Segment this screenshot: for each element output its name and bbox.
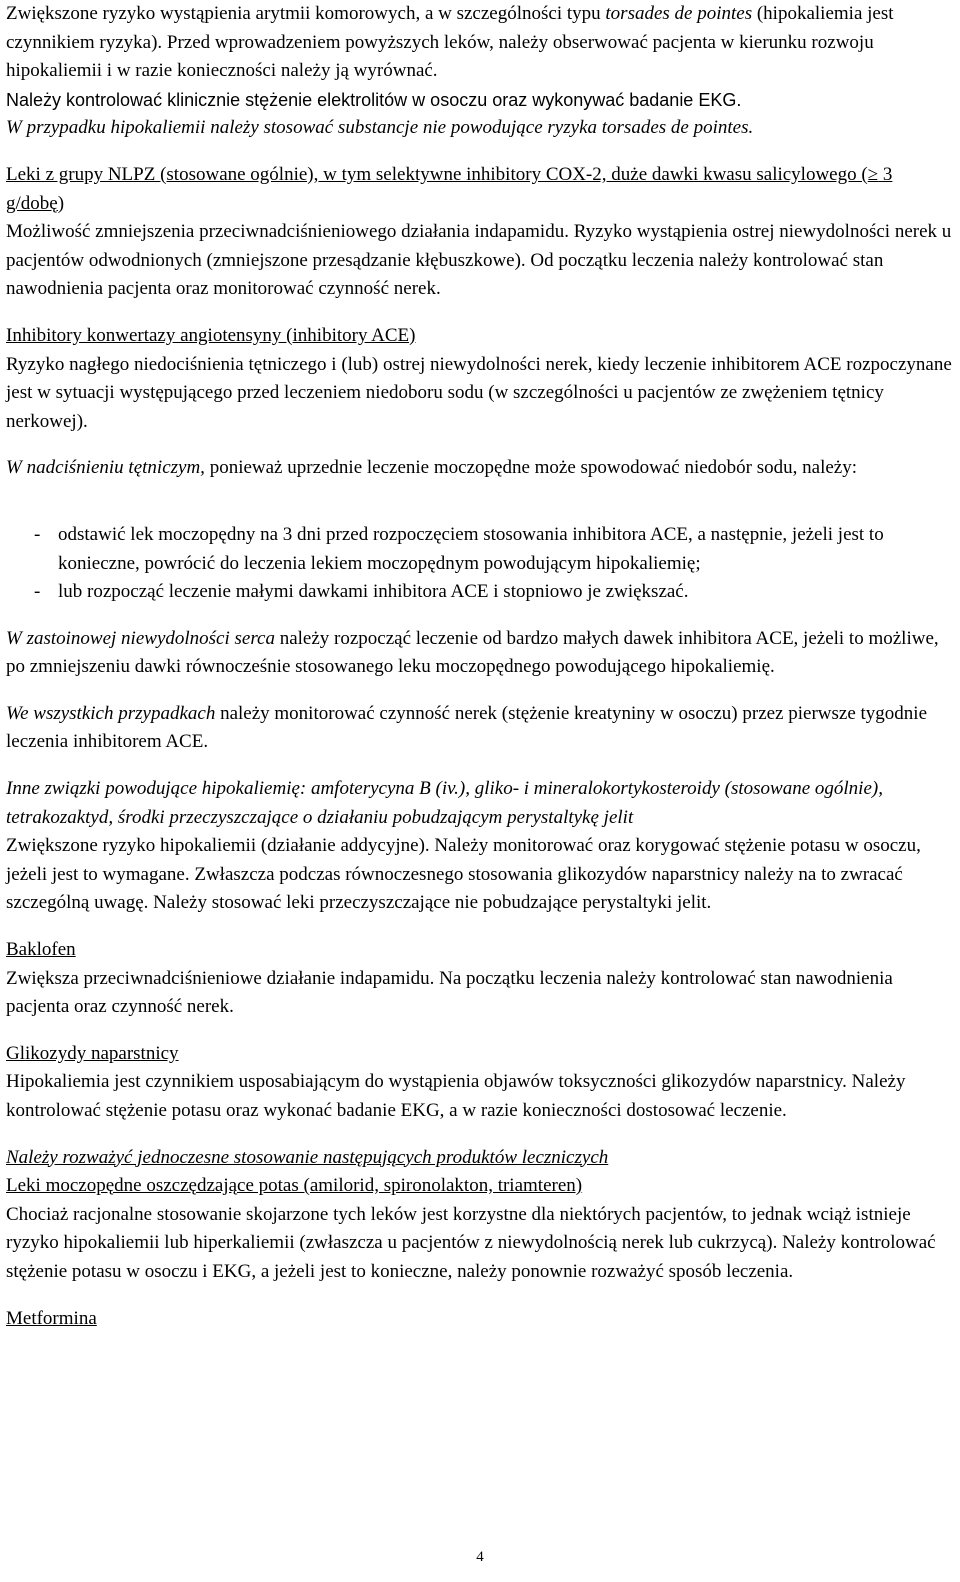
nlpz-heading: Leki z grupy NLPZ (stosowane ogólnie), w tym selektywne inhibitory COX-2, duże dawki kwasu salicylowego (≥ 3 g/dobę) bbox=[6, 163, 893, 214]
arrhythmia-section bbox=[6, 0, 952, 143]
page-number: 4 bbox=[476, 1549, 484, 1565]
ace-heading: Inhibitory konwertazy angiotensyny (inhibitory ACE) bbox=[6, 324, 416, 346]
hypertension-list bbox=[6, 521, 952, 607]
ekg-note: Należy kontrolować klinicznie stężenie elektrolitów w osoczu oraz wykonywać badanie EKG. bbox=[6, 89, 742, 110]
consider-heading: Należy rozważyć jednoczesne stosowanie następujących produktów leczniczych bbox=[6, 1146, 609, 1168]
list-item: - lub rozpocząć leczenie małymi dawkami inhibitora ACE i stopniowo je zwiększać. bbox=[6, 578, 952, 607]
baklofen-section bbox=[6, 936, 952, 1022]
baklofen-body: Zwiększa przeciwnadciśnieniowe działanie indapamidu. Na początku leczenia należy kontrolować stan nawodnienia pacjenta oraz czynność nerek. bbox=[6, 967, 893, 1018]
heart-failure-section: W zastoinowej niewydolności serca należy rozpocząć leczenie od bardzo małych dawek inhibitora ACE, jeżeli to możliwe, po zmniejszeniu dawki równocześnie stosowanego leku moczopędnego powodującego hipokaliemię. bbox=[6, 627, 939, 678]
other-heading: Inne związki powodujące hipokaliemię: amfoterycyna B (iv.), gliko- i mineralokortykosteroidy (stosowane ogólnie), tetrakozaktyd, środki przeczyszczające o działaniu pobudzającym perystaltykę jelit bbox=[6, 778, 883, 828]
consider-body: Chociaż racjonalne stosowanie skojarzone tych leków jest korzystne dla niektórych pacjentów, to jednak wciąż istnieje ryzyko hipokaliemii lub hiperkaliemii (zwłaszcza u pacjentów z niewydolnością nerek lub cukrzycą). Należy kontrolować stężenie potasu w osoczu i EKG, a jeżeli jest to konieczne, należy ponownie rozważyć sposób leczenia. bbox=[6, 1203, 936, 1282]
glikozydy-section bbox=[6, 1040, 952, 1126]
ace-body: Ryzyko nagłego niedociśnienia tętniczego i (lub) ostrej niewydolności nerek, kiedy leczenie inhibitorem ACE rozpoczynane jest w sytuacji występującego przed leczeniem niedoboru sodu (w szczególności u pacjentów ze zwężeniem tętnicy nerkowej). bbox=[6, 353, 952, 432]
consider-subheading: Leki moczopędne oszczędzające potas (amilorid, spironolakton, triamteren) bbox=[6, 1175, 583, 1197]
geq-symbol: ≥ bbox=[867, 163, 879, 185]
consider-section bbox=[6, 1144, 952, 1287]
torsades-note: W przypadku hipokaliemii należy stosować substancje nie powodujące ryzyka torsades de pointes. bbox=[6, 117, 754, 139]
nlpz-section bbox=[6, 161, 952, 304]
metformina-heading: Metformina bbox=[6, 1307, 97, 1329]
hypertension-intro: W nadciśnieniu tętniczym, ponieważ uprzednie leczenie moczopędne może spowodować niedobór sodu, należy: bbox=[6, 457, 858, 479]
baklofen-heading: Baklofen bbox=[6, 939, 76, 961]
glikozydy-body: Hipokaliemia jest czynnikiem usposabiającym do wystąpienia objawów toksyczności glikozydów naparstnicy. Należy kontrolować stężenie potasu oraz wykonać badanie EKG, a w razie konieczności dostosować leczenie. bbox=[6, 1071, 906, 1121]
list-item: - odstawić lek moczopędny na 3 dni przed rozpoczęciem stosowania inhibitora ACE, a następnie, jeżeli jest to konieczne, powrócić do leczenia lekiem moczopędnym powodującym hipokaliemię; bbox=[6, 521, 952, 578]
nlpz-body: Możliwość zmniejszenia przeciwnadciśnieniowego działania indapamidu. Ryzyko wystąpienia ostrej niewydolności nerek u pacjentów odwodnionych (zmniejszone przesądzanie kłębuszkowe). Od początku leczenia należy kontrolować stan nawodnienia pacjenta oraz monitorować czynność nerek. bbox=[6, 221, 952, 300]
other-hypokalemia-section bbox=[6, 775, 952, 918]
hypertension-section bbox=[6, 454, 952, 483]
arrhythmia-text: Zwiększone ryzyko wystąpienia arytmii komorowych, a w szczególności typu torsades de pointes (hipokaliemia jest czynnikiem ryzyka). Przed wprowadzeniem powyższych leków, należy obserwować pacjenta w kierunku rozwoju hipokaliemii i w razie konieczności należy ją wyrównać. bbox=[6, 3, 894, 82]
dash-bullet: - bbox=[34, 523, 41, 545]
glikozydy-heading: Glikozydy naparstnicy bbox=[6, 1042, 179, 1064]
ace-section bbox=[6, 322, 952, 436]
dash-bullet: - bbox=[34, 581, 41, 603]
all-cases-section: We wszystkich przypadkach należy monitorować czynność nerek (stężenie kreatyniny w osoczu) przez pierwsze tygodnie leczenia inhibitorem ACE. bbox=[6, 702, 928, 753]
document-page bbox=[6, 0, 952, 1351]
metformina-section bbox=[6, 1305, 952, 1334]
other-body: Zwiększone ryzyko hipokaliemii (działanie addycyjne). Należy monitorować oraz korygować stężenie potasu w osoczu, jeżeli jest to wymagane. Zwłaszcza podczas równoczesnego stosowania glikozydów naparstnicy należy na to zwracać szczególną uwagę. Należy stosować leki przeczyszczające nie pobudzające perystaltyki jelit. bbox=[6, 835, 921, 914]
